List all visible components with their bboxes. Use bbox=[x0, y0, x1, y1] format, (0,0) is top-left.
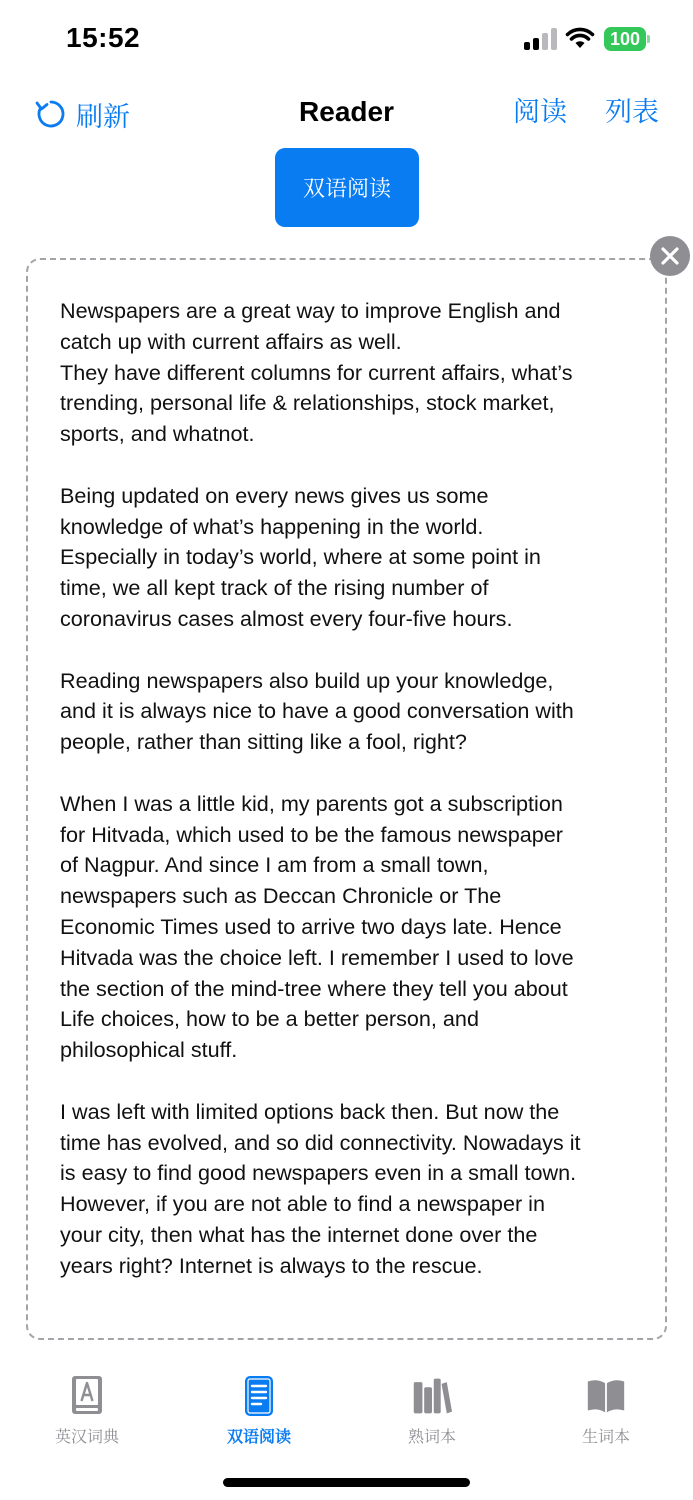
article-line: newspapers such as Deccan Chronicle or The bbox=[60, 883, 502, 909]
close-button[interactable] bbox=[650, 236, 690, 276]
status-time: 15:52 bbox=[66, 22, 141, 53]
article-line: time, we all kept track of the rising number of bbox=[60, 575, 489, 601]
article-line: your city, then what has the internet done over the bbox=[60, 1221, 538, 1247]
article-paragraph bbox=[60, 481, 638, 635]
article-line: They have different columns for current affairs, what’s bbox=[60, 359, 573, 385]
navigation-bar bbox=[0, 84, 693, 144]
signal-bars-icon bbox=[524, 28, 558, 50]
tab-label: 双语阅读 bbox=[226, 1429, 291, 1446]
article-paragraph bbox=[60, 1097, 638, 1282]
article-line: is easy to find good newspapers even in a small town. bbox=[60, 1160, 577, 1186]
article-line: Reading newspapers also build up your knowledge, bbox=[60, 667, 554, 693]
article-line: catch up with current affairs as well. bbox=[60, 328, 402, 354]
tab-dictionary[interactable] bbox=[22, 1374, 152, 1447]
wifi-icon bbox=[565, 26, 595, 50]
tab-bar bbox=[0, 1366, 693, 1456]
tab-label: 熟词本 bbox=[407, 1429, 456, 1446]
battery-level: 100 bbox=[604, 27, 646, 51]
article-line: Newspapers are a great way to improve English and bbox=[60, 298, 561, 323]
article-line: Especially in today’s world, where at some point in bbox=[60, 544, 541, 570]
article-line: trending, personal life & relationships, stock market, bbox=[60, 390, 555, 416]
refresh-label: 刷新 bbox=[76, 101, 130, 132]
article-text bbox=[60, 296, 638, 1312]
document-icon bbox=[239, 1374, 279, 1418]
article-line: sports, and whatnot. bbox=[60, 421, 255, 447]
page-title: Reader bbox=[299, 96, 394, 127]
article-line: Life choices, how to be a better person, and bbox=[60, 1006, 479, 1032]
list-button[interactable]: 列表 bbox=[605, 97, 659, 127]
books-icon bbox=[412, 1374, 452, 1418]
article-paragraph bbox=[60, 296, 638, 450]
article-paragraph bbox=[60, 666, 638, 758]
open-book-icon bbox=[586, 1374, 626, 1418]
tab-label: 英汉词典 bbox=[54, 1429, 119, 1446]
tab-bilingual-reading[interactable] bbox=[194, 1374, 324, 1447]
battery-indicator bbox=[604, 27, 650, 51]
article-line: people, rather than sitting like a fool, right? bbox=[60, 729, 467, 755]
article-line: for Hitvada, which used to be the famous newspaper bbox=[60, 821, 563, 847]
home-indicator[interactable] bbox=[223, 1478, 470, 1487]
article-line: However, if you are not able to find a newspaper in bbox=[60, 1191, 545, 1217]
tab-known-words[interactable] bbox=[367, 1374, 497, 1447]
article-line: the section of the mind-tree where they tell you about bbox=[60, 975, 568, 1001]
tab-new-words[interactable] bbox=[541, 1374, 671, 1447]
article-line: years right? Internet is always to the rescue. bbox=[60, 1252, 483, 1278]
article-line: time has evolved, and so did connectivity. Nowadays it bbox=[60, 1129, 581, 1155]
status-bar bbox=[0, 0, 693, 80]
article-line: I was left with limited options back then. But now the bbox=[60, 1098, 560, 1124]
article-line: When I was a little kid, my parents got a subscription bbox=[60, 790, 563, 816]
bilingual-reading-button[interactable]: 双语阅读 bbox=[275, 148, 419, 227]
article-line: Economic Times used to arrive two days late. Hence bbox=[60, 913, 562, 939]
article-line: and it is always nice to have a good conversation with bbox=[60, 698, 574, 724]
article-line: knowledge of what’s happening in the world. bbox=[60, 513, 484, 539]
read-button[interactable]: 阅读 bbox=[513, 97, 567, 127]
tab-label: 生词本 bbox=[581, 1429, 630, 1446]
article-line: Being updated on every news gives us some bbox=[60, 482, 489, 508]
close-icon bbox=[660, 246, 680, 266]
article-line: of Nagpur. And since I am from a small town, bbox=[60, 852, 489, 878]
article-line: Hitvada was the choice left. I remember I used to love bbox=[60, 944, 574, 970]
article-line: philosophical stuff. bbox=[60, 1037, 238, 1063]
article-line: coronavirus cases almost every four-five hours. bbox=[60, 605, 513, 631]
dictionary-icon bbox=[67, 1374, 107, 1418]
article-paragraph bbox=[60, 789, 638, 1066]
